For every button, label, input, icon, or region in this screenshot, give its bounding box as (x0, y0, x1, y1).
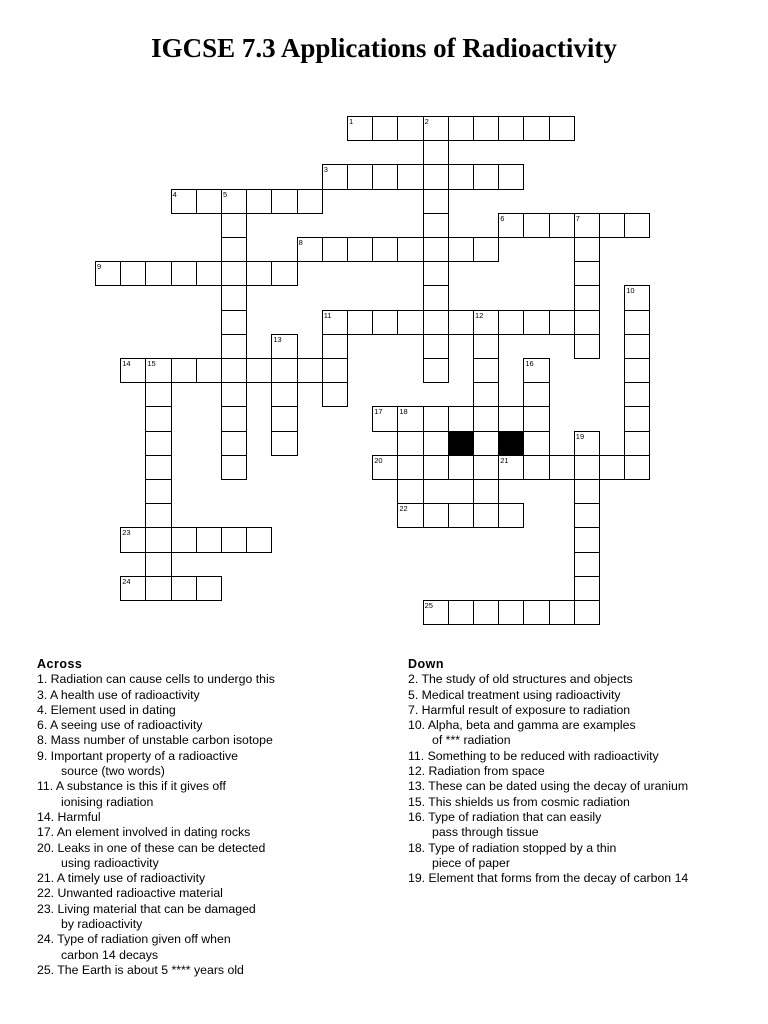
grid-cell[interactable] (171, 358, 197, 383)
grid-cell[interactable] (145, 576, 171, 601)
grid-cell[interactable] (523, 455, 549, 480)
grid-cell[interactable] (397, 431, 423, 456)
grid-cell[interactable] (574, 479, 600, 504)
black-cell (498, 431, 524, 456)
grid-cell[interactable] (473, 406, 499, 431)
across-clue-11: 11. A substance is this if it gives off (37, 779, 226, 794)
clue-number: 8 (298, 238, 303, 247)
grid-cell[interactable] (574, 600, 600, 625)
grid-cell[interactable] (423, 164, 449, 189)
grid-cell[interactable] (246, 261, 272, 286)
grid-cell[interactable] (473, 334, 499, 359)
grid-cell[interactable] (498, 600, 524, 625)
across-clue-20: 20. Leaks in one of these can be detected (37, 840, 266, 855)
grid-cell[interactable] (322, 334, 348, 359)
clue-number: 11 (323, 310, 332, 320)
grid-cell[interactable] (271, 431, 297, 456)
grid-cell[interactable] (523, 213, 549, 238)
grid-cell[interactable] (473, 358, 499, 383)
down-clue-18-cont: piece of paper (432, 855, 510, 870)
grid-cell[interactable] (347, 237, 373, 262)
grid-cell[interactable] (271, 406, 297, 431)
grid-cell[interactable] (423, 358, 449, 383)
grid-cell[interactable] (599, 213, 625, 238)
grid-cell[interactable] (473, 455, 499, 480)
grid-cell[interactable] (574, 261, 600, 286)
grid-cell[interactable] (574, 503, 600, 528)
grid-cell[interactable] (322, 382, 348, 407)
clue-number: 17 (374, 407, 383, 417)
down-clue-15: 15. This shields us from cosmic radiation (408, 794, 630, 809)
grid-cell[interactable] (246, 358, 272, 383)
grid-cell[interactable] (423, 455, 449, 480)
grid-cell[interactable] (221, 310, 247, 335)
grid-cell[interactable] (246, 527, 272, 552)
grid-cell[interactable] (372, 116, 398, 141)
across-clue-25: 25. The Earth is about 5 **** years old (37, 962, 244, 977)
across-clue-20-cont: using radioactivity (61, 855, 159, 870)
grid-cell[interactable] (221, 431, 247, 456)
grid-cell[interactable] (246, 189, 272, 214)
across-clue-21: 21. A timely use of radioactivity (37, 871, 206, 886)
grid-cell[interactable] (498, 503, 524, 528)
grid-cell[interactable] (271, 189, 297, 214)
grid-cell[interactable] (397, 310, 423, 335)
clue-number: 24 (122, 576, 131, 586)
grid-cell[interactable] (498, 116, 524, 141)
down-clue-10-cont: of *** radiation (432, 733, 511, 748)
clue-number: 6 (500, 213, 505, 223)
grid-cell[interactable] (423, 189, 449, 214)
grid-cell[interactable] (473, 431, 499, 456)
grid-cell[interactable] (473, 237, 499, 262)
across-clue-9-cont: source (two words) (61, 764, 165, 779)
grid-cell[interactable] (196, 527, 222, 552)
grid-cell[interactable] (221, 527, 247, 552)
grid-cell[interactable] (624, 406, 650, 431)
grid-cell[interactable] (448, 164, 474, 189)
grid-cell[interactable] (624, 213, 650, 238)
down-clue-18: 18. Type of radiation stopped by a thin (408, 840, 617, 855)
grid-cell[interactable] (624, 334, 650, 359)
grid-cell[interactable] (221, 285, 247, 310)
grid-cell[interactable] (171, 527, 197, 552)
grid-cell[interactable] (221, 334, 247, 359)
grid-cell[interactable] (145, 382, 171, 407)
grid-cell[interactable] (145, 455, 171, 480)
grid-cell[interactable] (574, 285, 600, 310)
down-clue-13: 13. These can be dated using the decay of uranium (408, 779, 689, 794)
grid-cell[interactable] (221, 237, 247, 262)
grid-cell[interactable] (549, 116, 575, 141)
across-clues (37, 657, 377, 978)
grid-cell[interactable] (221, 261, 247, 286)
grid-cell[interactable] (473, 116, 499, 141)
grid-cell[interactable] (221, 455, 247, 480)
grid-cell[interactable] (473, 382, 499, 407)
down-clue-16: 16. Type of radiation that can easily (408, 809, 602, 824)
grid-cell[interactable] (448, 600, 474, 625)
grid-cell[interactable] (448, 406, 474, 431)
grid-cell[interactable] (372, 310, 398, 335)
grid-cell[interactable] (196, 261, 222, 286)
grid-cell[interactable] (423, 213, 449, 238)
grid-cell[interactable] (347, 310, 373, 335)
grid-cell[interactable] (397, 455, 423, 480)
grid-cell[interactable] (423, 140, 449, 165)
across-clue-17: 17. An element involved in dating rocks (37, 825, 251, 840)
grid-cell[interactable] (145, 552, 171, 577)
clue-number: 25 (424, 601, 433, 610)
clue-number: 2 (424, 117, 429, 126)
grid-cell[interactable] (599, 455, 625, 480)
grid-cell[interactable] (145, 406, 171, 431)
grid-cell[interactable] (574, 576, 600, 601)
grid-cell[interactable] (523, 431, 549, 456)
clue-number: 22 (399, 504, 408, 514)
grid-cell[interactable] (549, 455, 575, 480)
grid-cell[interactable] (448, 116, 474, 141)
clue-number: 9 (97, 262, 102, 272)
grid-cell[interactable] (322, 358, 348, 383)
grid-cell[interactable] (271, 358, 297, 383)
across-clue-8: 8. Mass number of unstable carbon isotope (37, 733, 273, 748)
grid-cell[interactable] (574, 334, 600, 359)
grid-cell[interactable] (498, 406, 524, 431)
grid-cell[interactable] (397, 237, 423, 262)
across-heading: Across (37, 657, 83, 671)
grid-cell[interactable] (145, 503, 171, 528)
down-clue-10: 10. Alpha, beta and gamma are examples (408, 718, 636, 733)
grid-cell[interactable] (549, 600, 575, 625)
grid-cell[interactable] (297, 358, 323, 383)
grid-cell[interactable] (624, 382, 650, 407)
grid-cell[interactable] (549, 310, 575, 335)
clue-number: 16 (525, 359, 534, 368)
grid-cell[interactable] (574, 455, 600, 480)
grid-cell[interactable] (271, 261, 297, 286)
grid-cell[interactable] (145, 527, 171, 552)
grid-cell[interactable] (221, 213, 247, 238)
grid-cell[interactable] (196, 189, 222, 214)
grid-cell[interactable] (523, 600, 549, 625)
grid-cell[interactable] (523, 310, 549, 335)
grid-cell[interactable] (347, 164, 373, 189)
grid-cell[interactable] (473, 600, 499, 625)
grid-cell[interactable] (221, 358, 247, 383)
clue-number: 21 (500, 455, 509, 465)
down-heading: Down (408, 657, 445, 671)
clue-number: 20 (374, 455, 383, 465)
grid-cell[interactable] (473, 164, 499, 189)
across-clue-9: 9. Important property of a radioactive (37, 748, 238, 763)
grid-cell[interactable] (372, 164, 398, 189)
grid-cell[interactable] (574, 237, 600, 262)
grid-cell[interactable] (423, 237, 449, 262)
across-clue-6: 6. A seeing use of radioactivity (37, 718, 203, 733)
grid-cell[interactable] (423, 310, 449, 335)
grid-cell[interactable] (448, 503, 474, 528)
down-clues (408, 657, 748, 886)
grid-cell[interactable] (196, 576, 222, 601)
grid-cell[interactable] (271, 382, 297, 407)
grid-cell[interactable] (171, 576, 197, 601)
grid-cell[interactable] (523, 406, 549, 431)
grid-cell[interactable] (574, 527, 600, 552)
grid-cell[interactable] (322, 237, 348, 262)
across-clue-14: 14. Harmful (37, 809, 101, 824)
clue-number: 23 (122, 528, 131, 538)
clue-number: 15 (147, 359, 156, 368)
grid-cell[interactable] (423, 406, 449, 431)
grid-cell[interactable] (221, 382, 247, 407)
grid-cell[interactable] (397, 164, 423, 189)
grid-cell[interactable] (372, 237, 398, 262)
down-clue-7: 7. Harmful result of exposure to radiation (408, 702, 631, 717)
grid-cell[interactable] (523, 382, 549, 407)
clue-number: 1 (349, 117, 354, 126)
down-clue-2: 2. The study of old structures and objects (408, 672, 633, 687)
grid-cell[interactable] (624, 358, 650, 383)
clue-number: 5 (223, 189, 228, 199)
clue-number: 14 (122, 359, 131, 368)
grid-cell[interactable] (423, 261, 449, 286)
clue-number: 12 (475, 310, 484, 320)
down-clue-11: 11. Something to be reduced with radioactivity (408, 748, 659, 763)
across-clue-4: 4. Element used in dating (37, 702, 176, 717)
grid-cell[interactable] (498, 164, 524, 189)
grid-cell[interactable] (498, 310, 524, 335)
grid-cell[interactable] (423, 285, 449, 310)
down-clue-12: 12. Radiation from space (408, 764, 545, 779)
black-cell (448, 431, 474, 456)
clue-number: 3 (323, 165, 328, 175)
grid-cell[interactable] (145, 479, 171, 504)
grid-cell[interactable] (448, 237, 474, 262)
grid-cell[interactable] (624, 431, 650, 456)
grid-cell[interactable] (624, 455, 650, 480)
down-clue-19: 19. Element that forms from the decay of carbon 14 (408, 871, 689, 886)
grid-cell[interactable] (473, 479, 499, 504)
across-clue-23: 23. Living material that can be damaged (37, 901, 256, 916)
across-clue-23-cont: by radioactivity (61, 917, 143, 932)
grid-cell[interactable] (423, 503, 449, 528)
grid-cell[interactable] (221, 406, 247, 431)
grid-cell[interactable] (145, 261, 171, 286)
grid-cell[interactable] (448, 455, 474, 480)
grid-cell[interactable] (574, 310, 600, 335)
clue-number: 4 (172, 189, 177, 199)
clue-number: 10 (626, 286, 635, 296)
across-clue-3: 3. A health use of radioactivity (37, 687, 200, 702)
down-clue-5: 5. Medical treatment using radioactivity (408, 687, 621, 702)
clue-number: 18 (399, 407, 408, 417)
down-clue-16-cont: pass through tissue (432, 825, 539, 840)
grid-cell[interactable] (297, 189, 323, 214)
grid-cell[interactable] (423, 334, 449, 359)
across-clue-1: 1. Radiation can cause cells to undergo this (37, 672, 275, 687)
grid-cell[interactable] (145, 431, 171, 456)
grid-cell[interactable] (397, 479, 423, 504)
page-title: IGCSE 7.3 Applications of Radioactivity (151, 33, 617, 63)
grid-cell[interactable] (448, 310, 474, 335)
across-clue-24-cont: carbon 14 decays (61, 947, 159, 962)
across-clue-24: 24. Type of radiation given off when (37, 932, 231, 947)
grid-cell[interactable] (549, 213, 575, 238)
clue-number: 19 (575, 431, 585, 441)
across-clue-11-cont: ionising radiation (61, 794, 154, 809)
grid-cell[interactable] (473, 503, 499, 528)
grid-cell[interactable] (196, 358, 222, 383)
grid-cell[interactable] (397, 116, 423, 141)
clue-number: 13 (273, 334, 282, 344)
grid-cell[interactable] (120, 261, 146, 286)
grid-cell[interactable] (171, 261, 197, 286)
grid-cell[interactable] (523, 116, 549, 141)
grid-cell[interactable] (574, 552, 600, 577)
clue-number: 7 (575, 213, 580, 223)
across-clue-22: 22. Unwanted radioactive material (37, 886, 223, 901)
grid-cell[interactable] (624, 310, 650, 335)
